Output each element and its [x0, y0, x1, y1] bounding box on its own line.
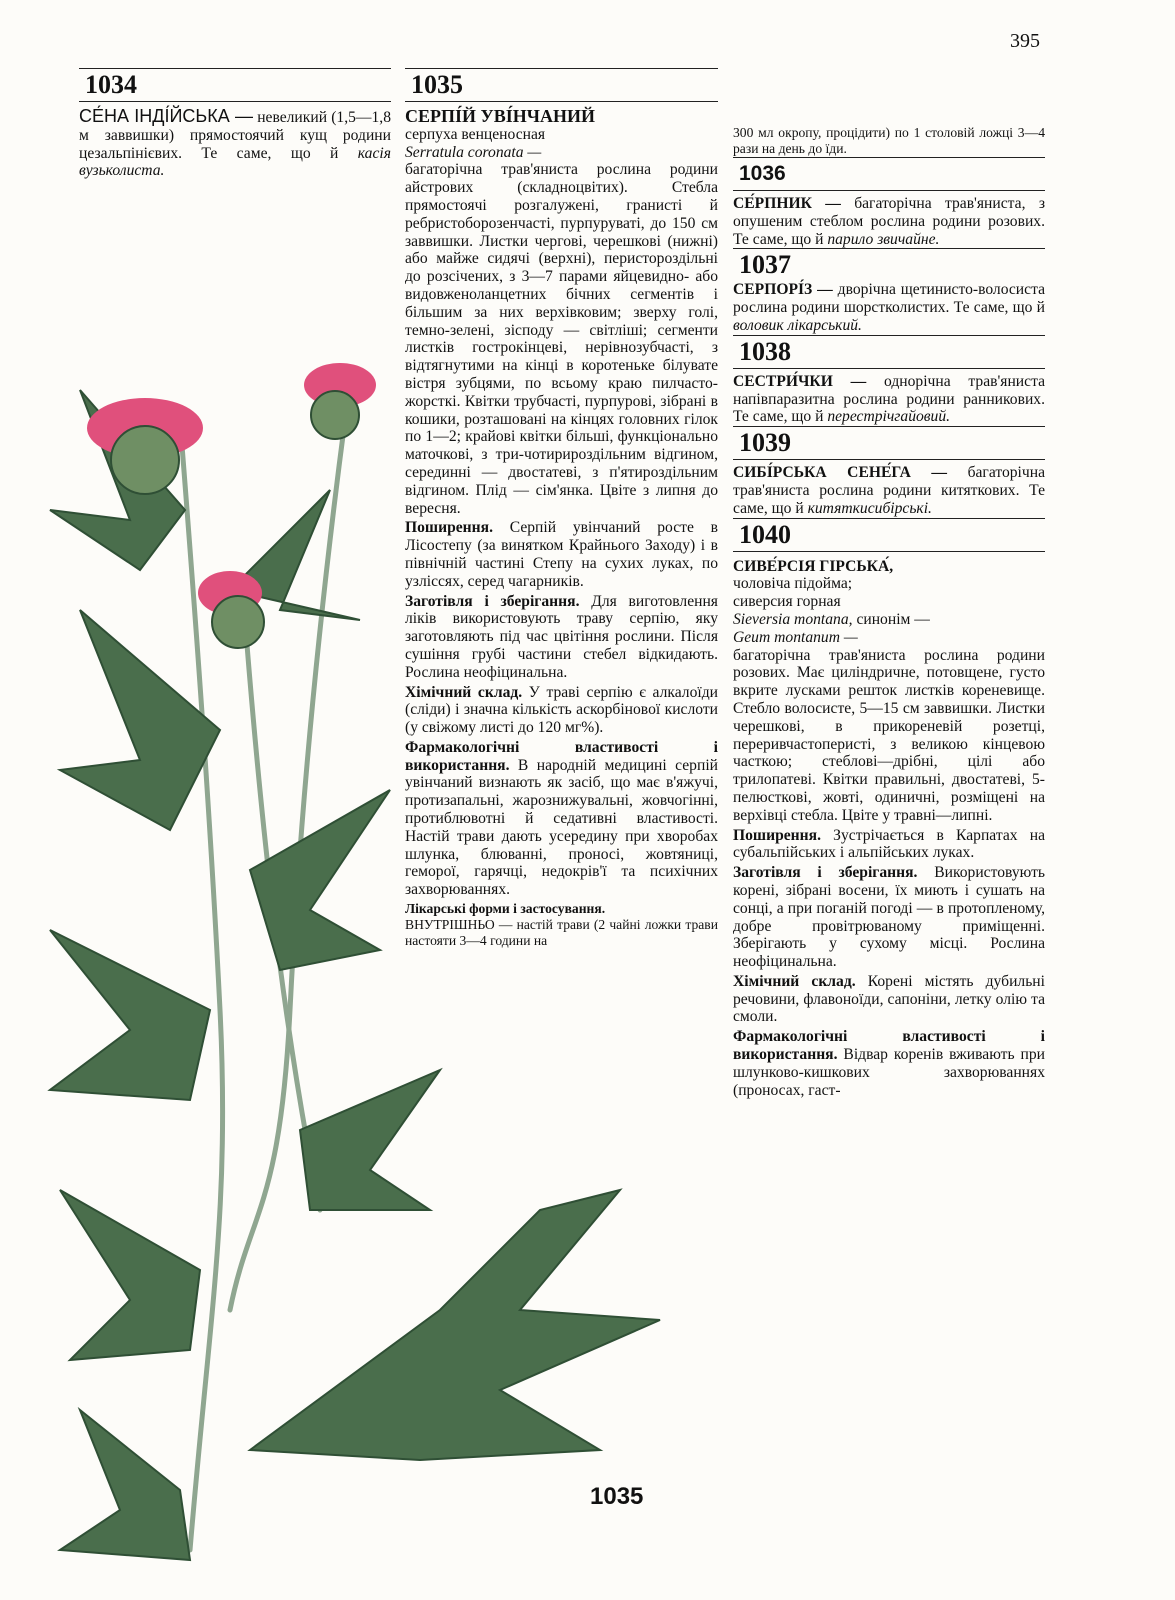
entry-1039: СИБІ́РСЬКА СЕНЕ́ГА — багаторічна трав'яниста рослина родини китяткових. Те саме, що й китяткисибірські. — [733, 464, 1045, 517]
entry-1036: СЕ́РПНИК — багаторічна трав'яниста, з опушеним стеблом рослина родини розових. Те саме, що й парило звичайне. — [733, 195, 1045, 248]
column-middle — [405, 68, 718, 949]
illustration-label: 1035 — [590, 1483, 644, 1510]
section-pharmacology: Фармакологічні властивості і використання. Відвар коренів вживають при шлунково-кишкових захворюваннях (проносах, гаст- — [733, 1028, 1045, 1099]
latin-names: Sieversia montana, синонім — — [733, 610, 930, 628]
section-spread: Поширення. Серпій увінчаний росте в Лісостепу (за винятком Крайнього Заходу) і в північній частині Степу на сухих луках, по узліссях, серед чагарників. — [405, 519, 718, 590]
divider — [733, 551, 1045, 552]
entry-title: СИВЕ́РСІЯ ГІРСЬКА́, — [733, 557, 894, 575]
entry-number: 1038 — [739, 336, 791, 366]
page-number: 395 — [1010, 30, 1040, 52]
section-spread: Поширення. Зустрічається в Карпатах на субальпійських і альпійських луках. — [733, 826, 1045, 862]
section-chemistry: Хімічний склад. У траві серпію є алкалоїди (сліди) і значна кількість аскорбінової кислоти (у свіжому листі до 120 мг%). — [405, 683, 718, 737]
alt-name: чоловіча підойма; — [733, 575, 853, 593]
entry-number: 1034 — [85, 70, 137, 99]
entry-number: 1039 — [739, 428, 791, 458]
latin-synonym: Geum montanum — — [733, 628, 858, 646]
section-pharmacology: Фармакологічні властивості і використання. В народній медицині серпій увінчаний визнають як засіб, що має в'яжучі, протизапальні, жарознижувальні, жовчогінні, протиблювотні й седативні властивості. Настій трави дають усередину при хворобах шлунка, блюванні, проносі, жовтяниці, геморої, гарячці, недокрів'ї та психічних захворюваннях. — [405, 738, 718, 899]
entry-1037: СЕРПОРІ́З — дворічна щетинисто-волосиста рослина родини шорстколистих. Те саме, що й воловик лікарський. — [733, 281, 1045, 334]
section-harvest: Заготівля і зберігання. Використовують корені, зібрані восени, їх миють і сушать на сонці, а при поганій погоді — в протопленому, добре провітрюваному приміщенні. Зберігають у сухому місці. Рослина неофіцинальна. — [733, 864, 1045, 971]
divider — [405, 101, 718, 102]
section-harvest: Заготівля і зберігання. Для виготовлення ліків використовують траву серпію, яку заготовляють під час цвітіння рослини. Після сушіння грубі частини стебел відкидають. Рослина неофіцинальна. — [405, 592, 718, 681]
entry-number: 1036 — [739, 162, 786, 185]
forms-continued: 300 мл окропу, процідити) по 1 столовій ложці 3—4 рази на день до їди. — [733, 125, 1045, 156]
divider — [733, 459, 1045, 460]
column-right — [733, 125, 1045, 1099]
entry-number: 1035 — [411, 70, 463, 99]
entry-1038: СЕСТРИ́ЧКИ — однорічна трав'яниста напівпаразитна рослина родини ранникових. Те саме, що й перестрічгайовий. — [733, 372, 1046, 426]
description: багаторічна трав'яниста рослина родини айстрових (складноцвітих). Стебла прямостоячі розгалужені, гранисті й ребристоборозенчасті, пурпуруваті, до 150 см заввишки. Листки чергові, черешкові (нижні) або майже сидячі (верхні), перистороздільні до розсічених, з 3—7 парами яйцевидно- або видовженоланцетних бічних сегментів і більшим за них верхівковим; зверху голі, темно-зелені, зісподу — світліші; сегменти листків гострокінцеві, нерівнозубчасті, з відтягнутими на кінці в коротеньке білувате вістря зубцями, по всьому краю пилчасто-жорсткі. Квітки трубчасті, пурпурові, зібрані в кошики, розташовані на кінцях головних гілок по 1—2; крайові квітки більші, функціонально маточкові, з три-чотирироздільним відгином, серединні — двостатеві, з п'ятироздільним відгином. Плід — сім'янка. Цвіте з липня до вересня. — [405, 161, 718, 517]
entry-1034 — [79, 108, 391, 180]
russian-name: сиверсия горная — [733, 593, 841, 611]
entry-title: СЕРПІ́Й УВІ́НЧАНИЙ — [405, 106, 595, 126]
divider — [733, 368, 1045, 369]
entry-number: 1040 — [739, 519, 791, 549]
column-left — [79, 68, 391, 180]
entry-number: 1037 — [739, 250, 791, 280]
section-chemistry: Хімічний склад. Корені містять дубильні речовини, флавоноїди, сапоніни, летку олію та смоли. — [733, 972, 1045, 1026]
description: багаторічна трав'яниста рослина родини розових. Має циліндричне, потовщене, густо вкрите лусками решток листків кореневище. Стебло волосисте, 5—15 см заввишки. Листки черешкові, в прикореневій розетці, переривчастоперисті, з великою кінцевою часткою; стеблові—дрібні, цілі або трилопатеві. Квітки правильні, двостатеві, 5-пелюсткові, жовті, одиничні, розміщені на верхівці стебла. Цвіте у травні—липні. — [733, 646, 1045, 824]
latin-name: Serratula coronata — — [405, 143, 542, 161]
divider — [733, 190, 1045, 191]
divider — [79, 101, 391, 102]
entry-title: СЕ́НА ІНДІ́ЙСЬКА — — [79, 106, 253, 126]
entry-text: невеликий (1,5—1,8 м заввишки) прямостоячий кущ родини цезальпінієвих. Те саме, що й — [79, 109, 391, 162]
russian-name: серпуха венценосная — [405, 125, 546, 143]
section-forms: Лікарські форми і застосування. ВНУТРІШНЬО — настій трави (2 чайні ложки трави настояти 3—4 години на — [405, 901, 718, 949]
entry-reference: касія вузьколиста. — [79, 144, 391, 180]
